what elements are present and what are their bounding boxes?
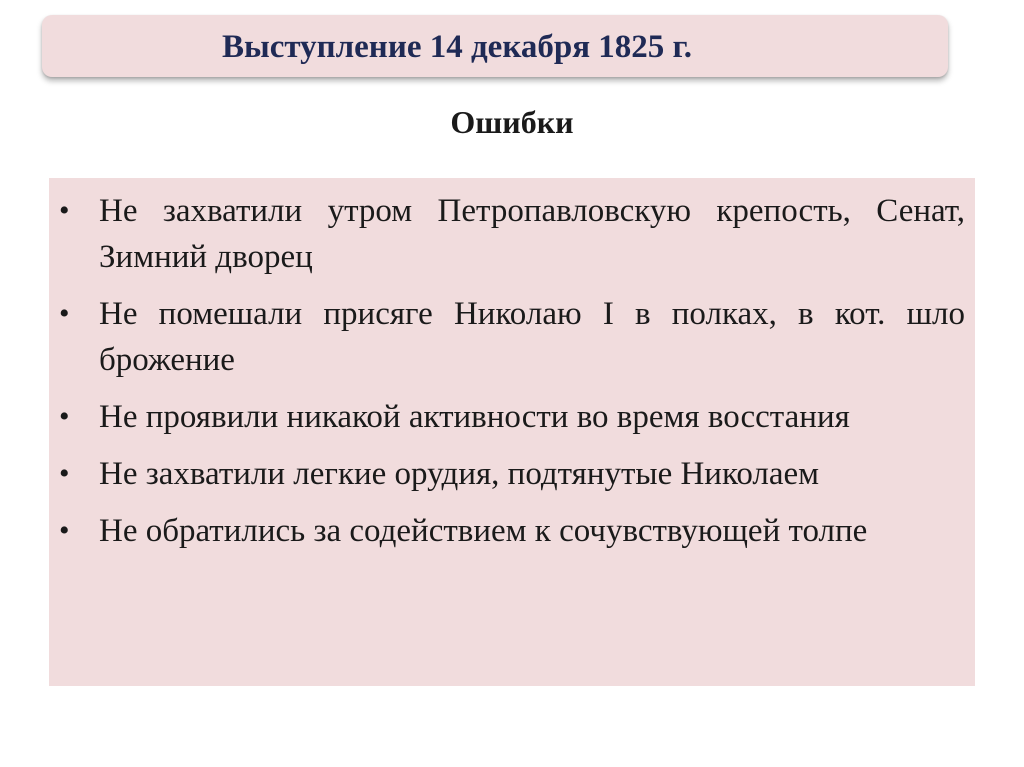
slide-title: Выступление 14 декабря 1825 г. <box>221 28 693 65</box>
list-item-text: Не проявили никакой активности во время восстания <box>99 399 850 435</box>
slide-subtitle: Ошибки <box>450 104 574 140</box>
title-banner <box>42 15 948 77</box>
list-item <box>49 188 975 280</box>
list-item-text: Не помешали присяге Николаю I в полках, в кот. шло брожение <box>99 296 965 378</box>
list-item-text: Не обратились за содействием к сочувствующей толпе <box>99 513 868 549</box>
list-item-text: Не захватили легкие орудия, подтянутые Николаем <box>99 456 820 492</box>
bullet-icon: • <box>59 514 70 547</box>
list-item <box>49 451 975 497</box>
list-item <box>49 508 975 554</box>
list-item-text: Не захватили утром Петропавловскую крепость, Сенат, Зимний дворец <box>99 193 965 275</box>
bullet-icon: • <box>59 457 70 490</box>
bullet-icon: • <box>59 194 70 227</box>
bullet-list <box>49 188 975 565</box>
bullet-icon: • <box>59 400 70 433</box>
list-item <box>49 394 975 440</box>
content-panel <box>49 178 975 686</box>
bullet-icon: • <box>59 297 70 330</box>
list-item <box>49 291 975 383</box>
